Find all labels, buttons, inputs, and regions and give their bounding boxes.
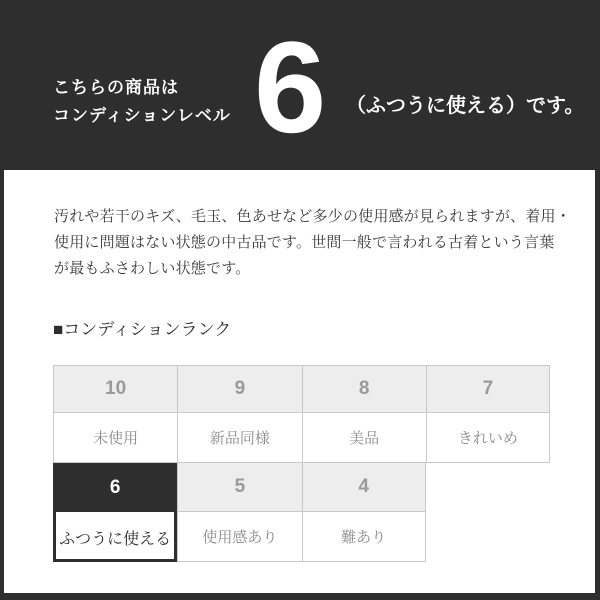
rank-label: 美品 [303, 413, 426, 463]
condition-level-number: 6 [254, 14, 327, 160]
rank-label: 新品同様 [178, 413, 301, 463]
rank-number: 9 [178, 365, 301, 413]
rank-column-9 [177, 365, 301, 463]
description-line: 汚れや若干のキズ、毛玉、色あせなど多少の使用感が見られますが、着用・ [54, 208, 571, 225]
rank-label-selected: ふつうに使える [53, 512, 177, 562]
rank-label: 難あり [303, 512, 425, 562]
rank-label: 使用感あり [178, 512, 301, 562]
banner-intro-line1: こちらの商品は [53, 78, 179, 97]
rank-number-selected: 6 [53, 463, 177, 512]
rank-column-5 [177, 463, 301, 562]
rank-label: きれいめ [427, 413, 549, 463]
rank-number: 10 [54, 365, 177, 413]
rank-column-7 [426, 365, 550, 463]
condition-level-suffix: （ふつうに使える）です。 [346, 95, 585, 117]
banner-intro-line2: コンディションレベル [53, 106, 231, 125]
condition-description [54, 204, 571, 282]
rank-number: 7 [427, 365, 549, 413]
rank-row-lower [53, 463, 550, 562]
condition-banner [0, 0, 600, 170]
rank-number: 8 [303, 365, 426, 413]
rank-column-10 [53, 365, 177, 463]
condition-rank-table [53, 365, 550, 562]
rank-number: 5 [178, 463, 301, 512]
rank-label: 未使用 [54, 413, 177, 463]
rank-column-8 [302, 365, 426, 463]
description-line: 使用に問題はない状態の中古品です。世間一般で言われる古着という言葉 [54, 234, 555, 251]
rank-row-upper [53, 365, 550, 463]
description-line: が最もふさわしい状態です。 [54, 260, 251, 277]
rank-column-6-selected [53, 463, 177, 562]
content-panel [4, 170, 595, 593]
banner-intro [53, 74, 231, 130]
rank-number: 4 [303, 463, 425, 512]
condition-rank-heading: ■コンディションランク [53, 320, 232, 339]
rank-column-4 [302, 463, 426, 562]
